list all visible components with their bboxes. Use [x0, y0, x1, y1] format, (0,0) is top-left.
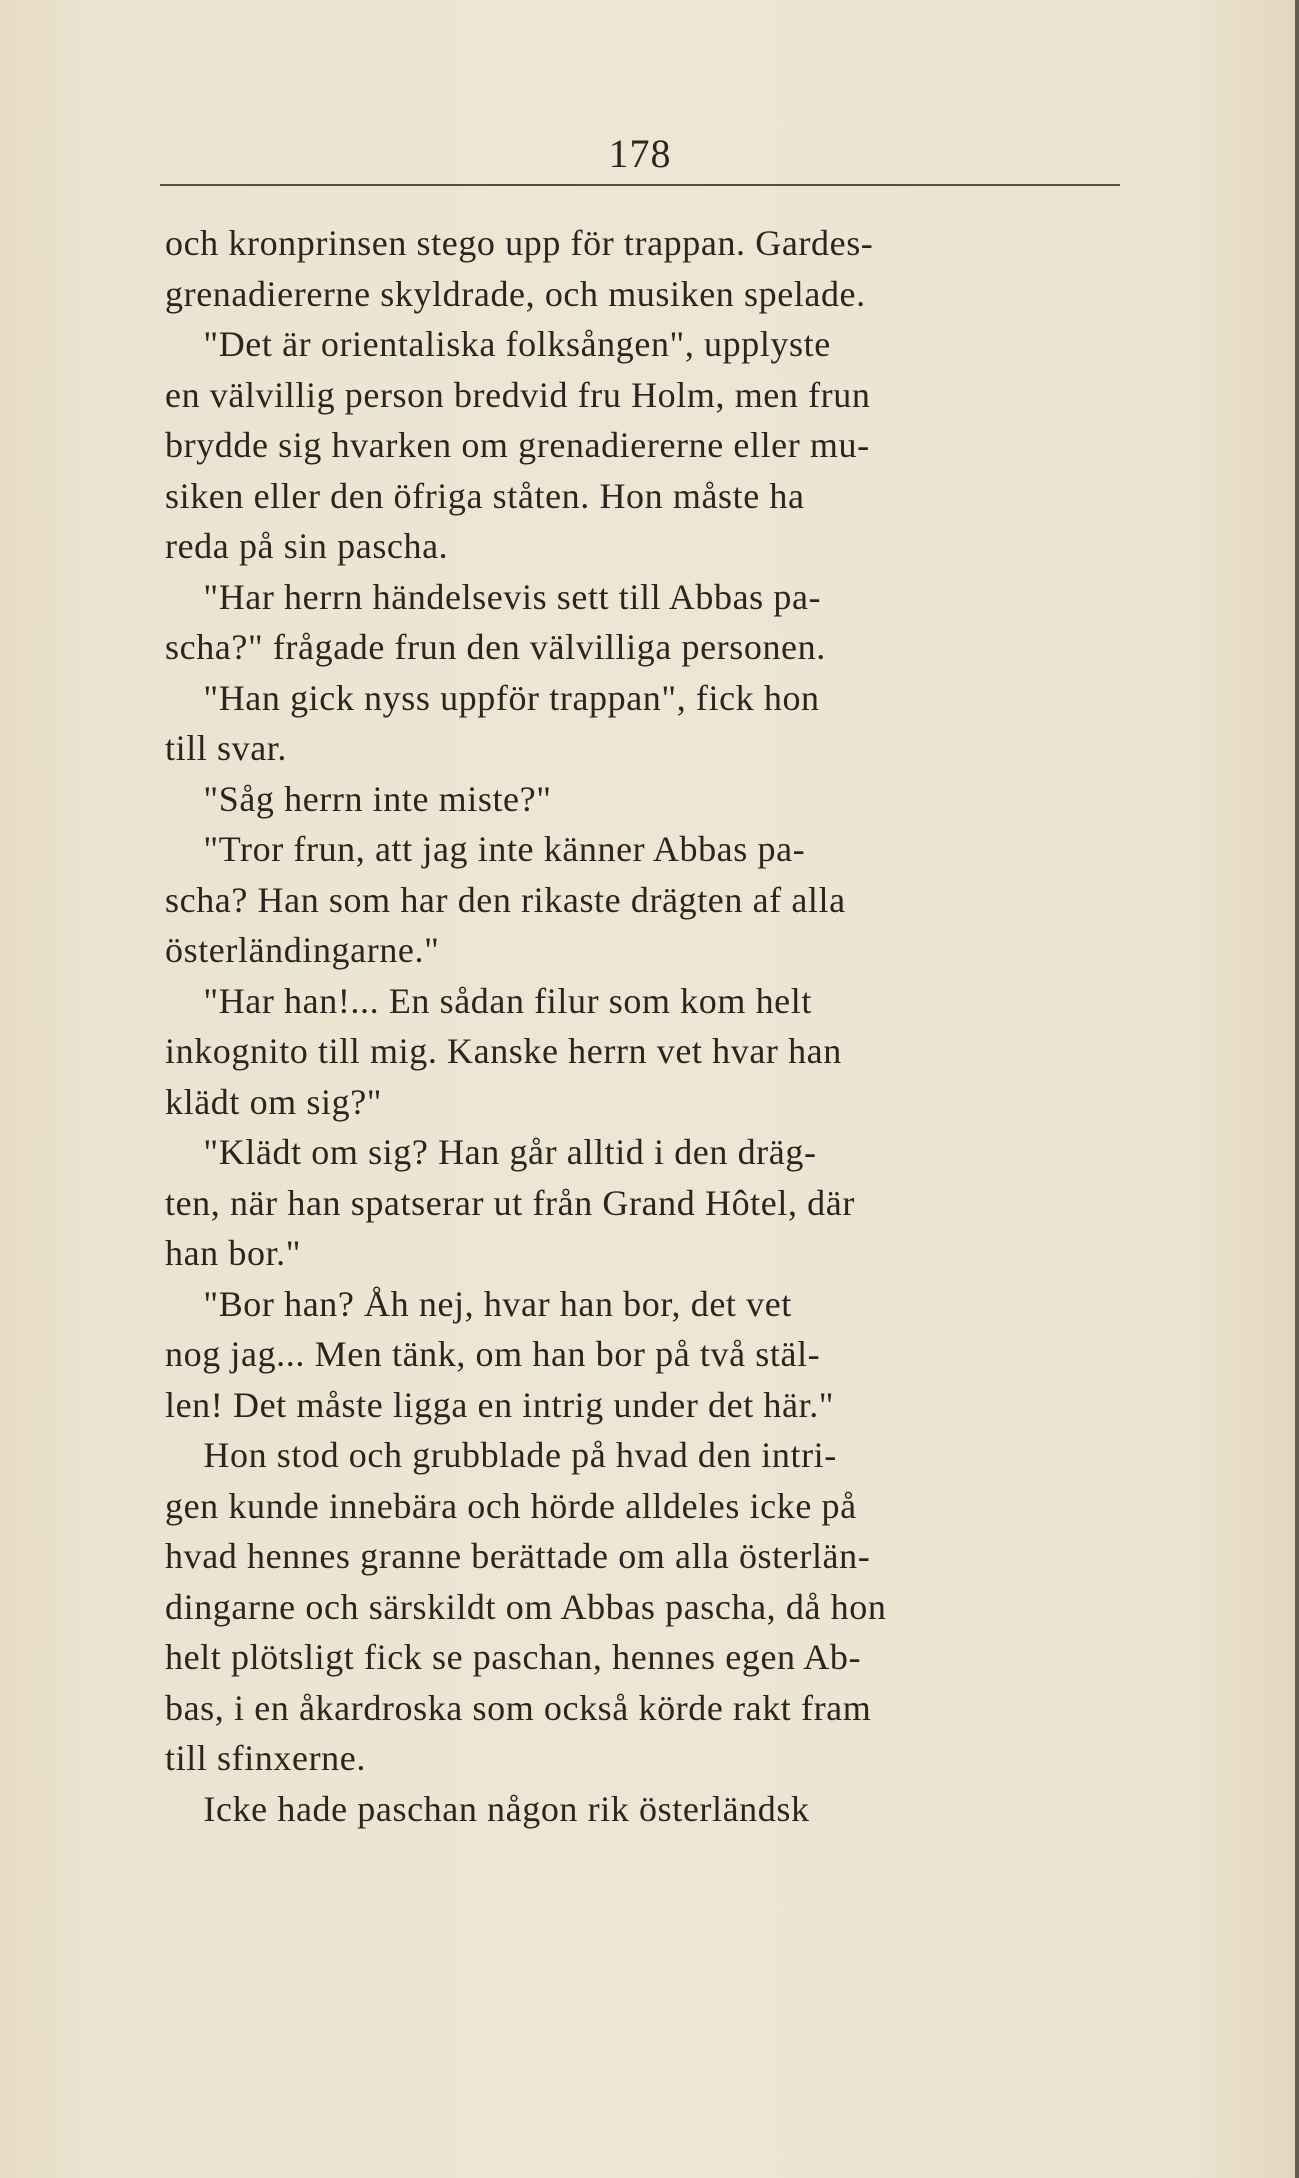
text-line: siken eller den öfriga ståten. Hon måste ha — [165, 475, 805, 516]
text-line: "Har han!... En sådan filur som kom helt — [165, 980, 812, 1021]
text-line: ten, när han spatserar ut från Grand Hôtel, där — [165, 1182, 855, 1223]
text-line: till sfinxerne. — [165, 1738, 366, 1778]
text-line: till svar. — [165, 728, 287, 768]
text-line: grenadiererne skyldrade, och musiken spelade. — [165, 273, 866, 314]
page-edge-shadow — [1295, 0, 1299, 2178]
text-line: Icke hade paschan någon rik österländsk — [165, 1788, 810, 1829]
text-line: österländingarne." — [165, 930, 440, 970]
text-line: och kronprinsen stego upp för trappan. Gardes- — [165, 223, 874, 263]
page-header — [160, 130, 1120, 190]
text-line: inkognito till mig. Kanske herrn vet hvar han — [165, 1031, 842, 1071]
body-text — [165, 218, 1145, 1834]
text-line: klädt om sig?" — [165, 1081, 383, 1122]
text-line: "Tror frun, att jag inte känner Abbas pa- — [165, 829, 806, 869]
text-line: "Han gick nyss uppför trappan", fick hon — [165, 677, 820, 718]
text-line: "Bor han? Åh nej, hvar han bor, det vet — [165, 1283, 792, 1324]
text-line: "Såg herrn inte miste?" — [165, 778, 552, 819]
text-line: nog jag... Men tänk, om han bor på två stäl- — [165, 1334, 821, 1374]
text-line: hvad hennes granne berättade om alla österlän- — [165, 1536, 871, 1576]
text-line: "Har herrn händelsevis sett till Abbas pa- — [165, 576, 822, 617]
text-line: en välvillig person bredvid fru Holm, men frun — [165, 374, 871, 415]
text-line: "Det är orientaliska folksången", upplyste — [165, 324, 831, 364]
header-rule — [160, 184, 1120, 186]
text-line: len! Det måste ligga en intrig under det här." — [165, 1384, 835, 1425]
page-number: 178 — [608, 131, 672, 176]
text-line: gen kunde innebära och hörde alldeles icke på — [165, 1485, 857, 1526]
text-line: "Klädt om sig? Han går alltid i den dräg- — [165, 1132, 817, 1172]
text-line: brydde sig hvarken om grenadiererne eller mu- — [165, 425, 870, 465]
text-line: helt plötsligt fick se paschan, hennes egen Ab- — [165, 1637, 862, 1677]
text-line: scha? Han som har den rikaste drägten af alla — [165, 879, 846, 920]
text-line: Hon stod och grubblade på hvad den intri- — [165, 1435, 837, 1475]
text-line: bas, i en åkardroska som också körde rakt fram — [165, 1687, 872, 1728]
text-line: reda på sin pascha. — [165, 526, 449, 566]
text-line: dingarne och särskildt om Abbas pascha, då hon — [165, 1586, 887, 1627]
text-line: han bor." — [165, 1233, 302, 1273]
text-line: scha?" frågade frun den välvilliga personen. — [165, 627, 826, 667]
